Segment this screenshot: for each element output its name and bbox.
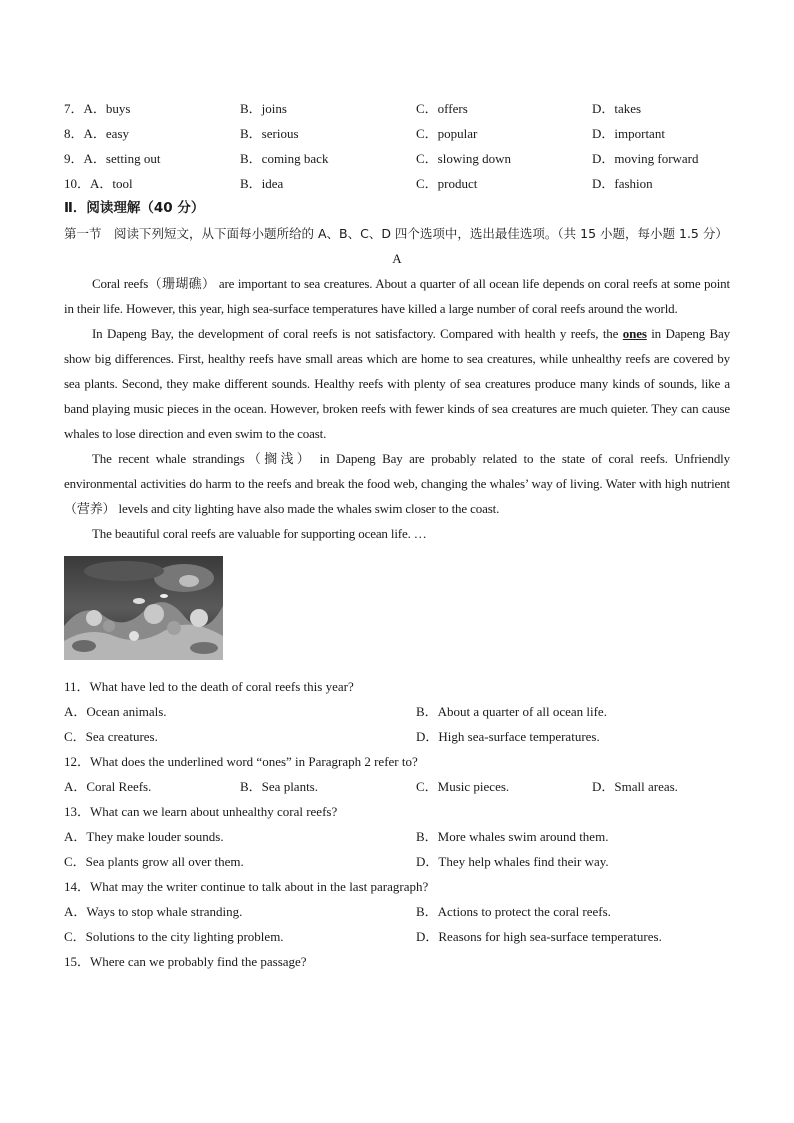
option-b: B．joins — [240, 101, 287, 116]
option-d: D．fashion — [592, 176, 653, 191]
vocab-options — [64, 96, 730, 196]
option-a: A．Ocean animals. — [64, 704, 167, 719]
question-10-options — [64, 171, 730, 196]
question-number: 9． — [64, 151, 84, 166]
option-b: B．About a quarter of all ocean life. — [416, 704, 607, 719]
question-11-options-row-1 — [64, 699, 730, 724]
option-b: B．Actions to protect the coral reefs. — [416, 904, 611, 919]
question-number: 8． — [64, 126, 84, 141]
option-a: A．setting out — [83, 151, 161, 166]
question-11-stem: 11．What have led to the death of coral reefs this year? — [64, 679, 354, 694]
paragraph-4: The beautiful coral reefs are valuable for supporting ocean life. … — [92, 526, 427, 541]
question-14-options-row-2 — [64, 924, 730, 949]
question-13-options-row-1 — [64, 824, 730, 849]
option-d: D．important — [592, 126, 665, 141]
question-15-stem: 15．Where can we probably find the passage? — [64, 954, 307, 969]
section-instructions: 第一节 阅读下列短文，从下面每小题所给的 A、B、C、D 四个选项中，选出最佳选项。（共 15 小题，每小题 1.5 分） — [64, 226, 728, 241]
question-14-stem: 14．What may the writer continue to talk about in the last paragraph? — [64, 879, 429, 894]
question-7-options — [64, 96, 730, 121]
paragraph-1: Coral reefs（珊瑚礁） are important to sea creatures. About a quarter of all ocean life depends on coral reefs at some point in their life. However, this year, high sea-surface temperatures have killed a large number of coral reefs around the world. — [64, 276, 730, 316]
option-a: A．buys — [83, 101, 131, 116]
option-d: D．Reasons for high sea-surface temperatures. — [416, 929, 662, 944]
question-12-options — [64, 774, 730, 799]
question-13-options-row-2 — [64, 849, 730, 874]
option-c: C．product — [416, 176, 478, 191]
option-b: B．serious — [240, 126, 299, 141]
option-a: A．tool — [90, 176, 133, 191]
option-b: B．More whales swim around them. — [416, 829, 609, 844]
question-11-options-row-2 — [64, 724, 730, 749]
option-b: B．idea — [240, 176, 284, 191]
section-title: Ⅱ．阅读理解（40 分） — [64, 200, 205, 216]
option-a: A．Ways to stop whale stranding. — [64, 904, 243, 919]
option-c: C．Music pieces. — [416, 779, 510, 794]
option-a: A．They make louder sounds. — [64, 829, 224, 844]
option-a: A．easy — [83, 126, 130, 141]
paragraph-2-text-before: In Dapeng Bay, the development of coral reefs is not satisfactory. Compared with health y reefs, the — [92, 326, 623, 341]
paragraph-2 — [64, 321, 730, 446]
option-c: C．Sea plants grow all over them. — [64, 854, 244, 869]
option-b: B．Sea plants. — [240, 779, 318, 794]
exam-page — [64, 96, 730, 974]
question-14-options-row-1 — [64, 899, 730, 924]
question-number: 10． — [64, 176, 91, 191]
option-b: B．coming back — [240, 151, 329, 166]
question-number: 7． — [64, 101, 84, 116]
question-8-options — [64, 121, 730, 146]
paragraph-3: The recent whale strandings（搁浅） in Dapeng Bay are probably related to the state of coral reefs. Unfriendly environmental activities do harm to the reefs and break the food web, changing the whales’ way of living. Water with high nutrient（营养） levels and city lighting have also made the whales swim closer to the coast. — [64, 451, 730, 516]
option-d: D．High sea-surface temperatures. — [416, 729, 600, 744]
paragraph-2-text-after: in Dapeng Bay show big differences. First, healthy reefs have small areas which are home to sea creatures, while unhealthy reefs are covered by sea plants. Second, they make different sounds. Healthy reefs with plenty of sea creatures produce many kinds of sounds, like a band playing music pieces in the ocean. However, broken reefs with fewer kinds of sea creatures are much quieter. They can cause whales to lose direction and even swim to the coast. — [64, 326, 730, 441]
option-a: A．Coral Reefs. — [64, 779, 152, 794]
option-c: C．Solutions to the city lighting problem. — [64, 929, 284, 944]
option-c: C．offers — [416, 101, 468, 116]
coral-reef-photo — [64, 556, 223, 660]
question-13-stem: 13．What can we learn about unhealthy coral reefs? — [64, 804, 338, 819]
option-c: C．Sea creatures. — [64, 729, 158, 744]
question-9-options — [64, 146, 730, 171]
option-c: C．popular — [416, 126, 478, 141]
option-c: C．slowing down — [416, 151, 511, 166]
question-12-stem: 12．What does the underlined word “ones” in Paragraph 2 refer to? — [64, 754, 418, 769]
underlined-word: ones — [622, 326, 647, 341]
option-d: D．takes — [592, 101, 642, 116]
passage-label: A — [392, 251, 402, 266]
option-d: D．They help whales find their way. — [416, 854, 609, 869]
option-d: D．moving forward — [592, 151, 699, 166]
option-d: D．Small areas. — [592, 779, 678, 794]
